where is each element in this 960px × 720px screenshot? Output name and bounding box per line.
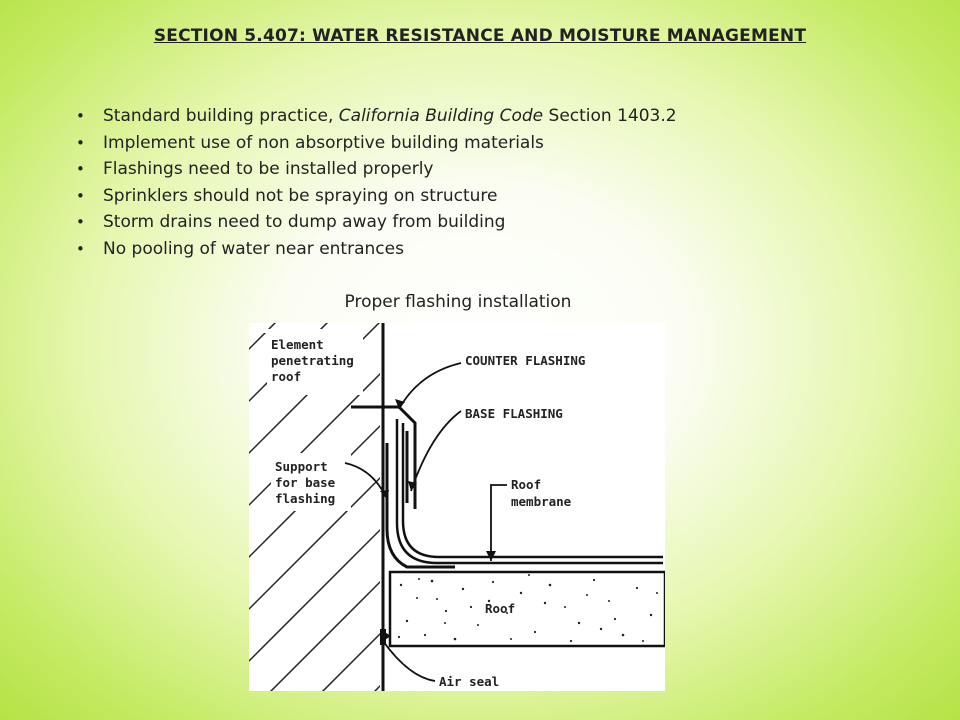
bullet-text: Standard building practice,	[103, 106, 339, 126]
bullet-item	[76, 103, 677, 130]
figure-caption: Proper flashing installation	[344, 292, 572, 312]
bullet-item: • Implement use of non absorptive building materials	[76, 130, 677, 157]
roof-insulation-dots	[398, 574, 658, 642]
label-base-flashing: BASE FLASHING	[465, 406, 563, 421]
label-element: Element	[271, 337, 324, 352]
label-element: penetrating	[271, 353, 354, 368]
label-roof-membrane: Roof	[511, 477, 542, 492]
flashing-diagram	[249, 323, 665, 691]
label-roof: Roof	[485, 601, 516, 616]
bullet-item: • Flashings need to be installed properly	[76, 156, 677, 183]
label-air-seal: Air seal	[439, 674, 500, 689]
code-name: California Building Code	[338, 106, 544, 126]
slide-title: SECTION 5.407: WATER RESISTANCE AND MOISTURE MANAGEMENT	[153, 26, 807, 46]
bullet-list	[76, 103, 677, 262]
label-support: Support	[275, 459, 328, 474]
bullet-text: Section 1403.2	[543, 106, 677, 126]
bullet-item: • Sprinklers should not be spraying on structure	[76, 183, 677, 210]
label-support: for base	[275, 475, 336, 490]
label-counter-flashing: COUNTER FLASHING	[465, 353, 586, 368]
bullet-item: • No pooling of water near entrances	[76, 236, 677, 263]
label-roof-membrane: membrane	[511, 494, 572, 509]
bullet-item: • Storm drains need to dump away from building	[76, 209, 677, 236]
label-element: roof	[271, 369, 302, 384]
label-support: flashing	[275, 491, 336, 506]
